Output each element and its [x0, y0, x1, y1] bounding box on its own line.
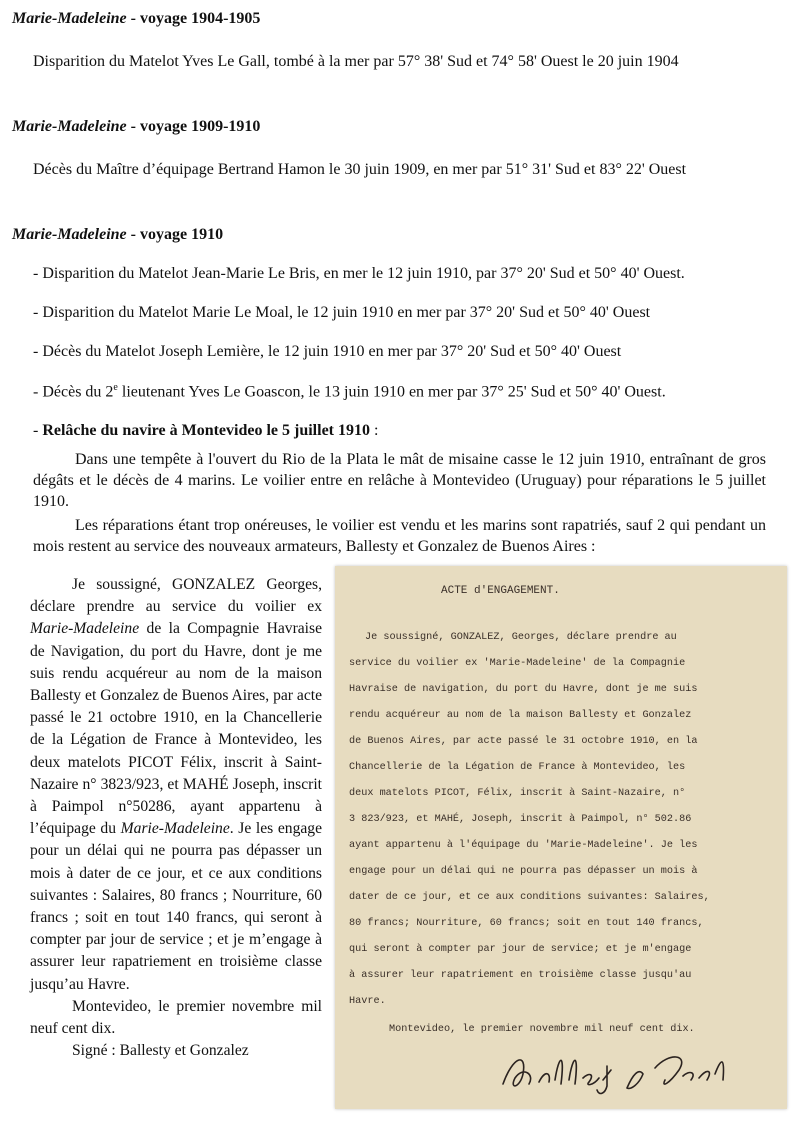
transcription-column [30, 574, 322, 1062]
event-text: - Décès du 2 [33, 383, 114, 401]
letter-line: Je soussigné, GONZALEZ, Georges, déclare prendre au [365, 632, 677, 643]
relache-paragraph-1: Dans une tempête à l'ouvert du Rio de la Plata le mât de misaine casse le 12 juin 1910, entraînant de gros dégâts et le décès de 4 marins. Le voilier entre en relâche à Montevideo (Uruguay) pour réparations le 5 juillet 1910. [33, 451, 766, 510]
letter-line: Chancellerie de la Légation de France à Montevideo, les [349, 762, 686, 773]
voyage-label: - voyage 1904-1905 [126, 10, 261, 27]
ship-name: Marie-Madeleine [12, 10, 127, 27]
letter-line: à assurer leur rapatriement en troisième classe jusqu'au [349, 970, 692, 981]
scanned-letter-image [335, 566, 787, 1109]
section-heading-1909 [12, 118, 260, 136]
ship-name: Marie-Madeleine [120, 820, 230, 838]
voyage-label: - voyage 1910 [126, 226, 224, 243]
letter-line: rendu acquéreur au nom de la maison Ballesty et Gonzalez [349, 710, 692, 721]
event-line: - Décès du Matelot Joseph Lemière, le 12 juin 1910 en mer par 37° 20' Sud et 50° 40' Ouest [33, 343, 622, 360]
ship-name: Marie-Madeleine [12, 226, 127, 243]
letter-line: 3 823/923, et MAHÉ, Joseph, inscrit à Paimpol, n° 502.86 [349, 814, 692, 825]
relache-title: Relâche du navire à Montevideo le 5 juillet 1910 [42, 422, 370, 439]
letter-line: de Buenos Aires, par acte passé le 31 octobre 1910, en la [349, 736, 698, 747]
letter-line: 80 francs; Nourriture, 60 francs; soit en tout 140 francs, [349, 918, 704, 929]
letter-title: ACTE d'ENGAGEMENT. [441, 585, 560, 597]
letter-line: Havre. [349, 996, 386, 1007]
text: . Je les engage pour un délai qui ne pourra pas dépasser un mois à dater de ce jour, et ce aux conditions suivantes : Salaires, 80 francs ; Nourriture, 60 francs ; soit en tout 140 francs, qui seront à compter par jour de service ; et je m’engage à assurer leur rapatriement en troisième classe jusqu’au Havre. [30, 820, 323, 993]
transcription-body [30, 574, 322, 996]
voyage-label: - voyage 1909-1910 [126, 118, 261, 135]
event-line: Décès du Maître d’équipage Bertrand Hamon le 30 juin 1909, en mer par 51° 31' Sud et 83° 22' Ouest [33, 161, 687, 178]
text: de la Compagnie Havraise de Navigation, du port du Havre, dont je me suis rendu acquéreur au nom de la maison Ballesty et Gonzalez de Buenos Aires, par acte passé le 21 octobre 1910, en la Chancellerie de la Légation de France à Montevideo, les deux matelots PICOT Félix, inscrit à Saint-Nazaire n° 3823/923, et MAHÉ Joseph, inscrit à Paimpol n°50286, ayant appartenu à l’équipage du [30, 620, 322, 838]
letter-closing: Montevideo, le premier novembre mil neuf cent dix. [389, 1024, 695, 1035]
event-line: - Disparition du Matelot Jean-Marie Le Bris, en mer le 12 juin 1910, par 37° 20' Sud et 50° 40' Ouest. [33, 265, 685, 282]
relache-paragraph-2: Les réparations étant trop onéreuses, le voilier est vendu et les marins sont rapatriés, sauf 2 qui pendant un mois restent au service des nouveaux armateurs, Ballesty et Gonzalez de Buenos Aires : [33, 517, 766, 555]
section-heading-1910 [12, 226, 223, 244]
relache-heading [33, 422, 378, 440]
text: Je soussigné, GONZALEZ Georges, déclare prendre au service du voilier ex [30, 576, 322, 616]
event-line: Disparition du Matelot Yves Le Gall, tombé à la mer par 57° 38' Sud et 74° 58' Ouest le 20 juin 1904 [33, 53, 679, 70]
letter-line: dater de ce jour, et ce aux conditions suivantes: Salaires, [349, 892, 710, 903]
event-line [33, 382, 666, 401]
event-text: lieutenant Yves Le Goascon, le 13 juin 1910 en mer par 37° 25' Sud et 50° 40' Ouest. [117, 383, 666, 401]
event-line: - Disparition du Matelot Marie Le Moal, le 12 juin 1910 en mer par 37° 20' Sud et 50° 40' Ouest [33, 304, 651, 321]
transcription-place-date: Montevideo, le premier novembre mil neuf cent dix. [30, 997, 322, 1038]
ordinal-suffix: e [113, 382, 118, 393]
section-heading-1904 [12, 10, 260, 28]
ship-name: Marie-Madeleine [30, 620, 140, 638]
letter-line: ayant appartenu à l'équipage du 'Marie-Madeleine'. Je les [349, 840, 698, 851]
colon: : [370, 422, 379, 439]
letter-line: service du voilier ex 'Marie-Madeleine' de la Compagnie [349, 658, 686, 669]
transcription-signed: Signé : Ballesty et Gonzalez [72, 1042, 249, 1060]
dash: - [33, 422, 43, 439]
ship-name: Marie-Madeleine [12, 118, 127, 135]
letter-line: deux matelots PICOT, Félix, inscrit à Saint-Nazaire, n° [349, 788, 686, 799]
letter-line: Havraise de navigation, du port du Havre, dont je me suis [349, 684, 698, 695]
letter-line: engage pour un délai qui ne pourra pas dépasser un mois à [349, 866, 698, 877]
letter-line: qui seront à compter par jour de service; et je m'engage [349, 944, 692, 955]
handwritten-signature [493, 1044, 733, 1100]
